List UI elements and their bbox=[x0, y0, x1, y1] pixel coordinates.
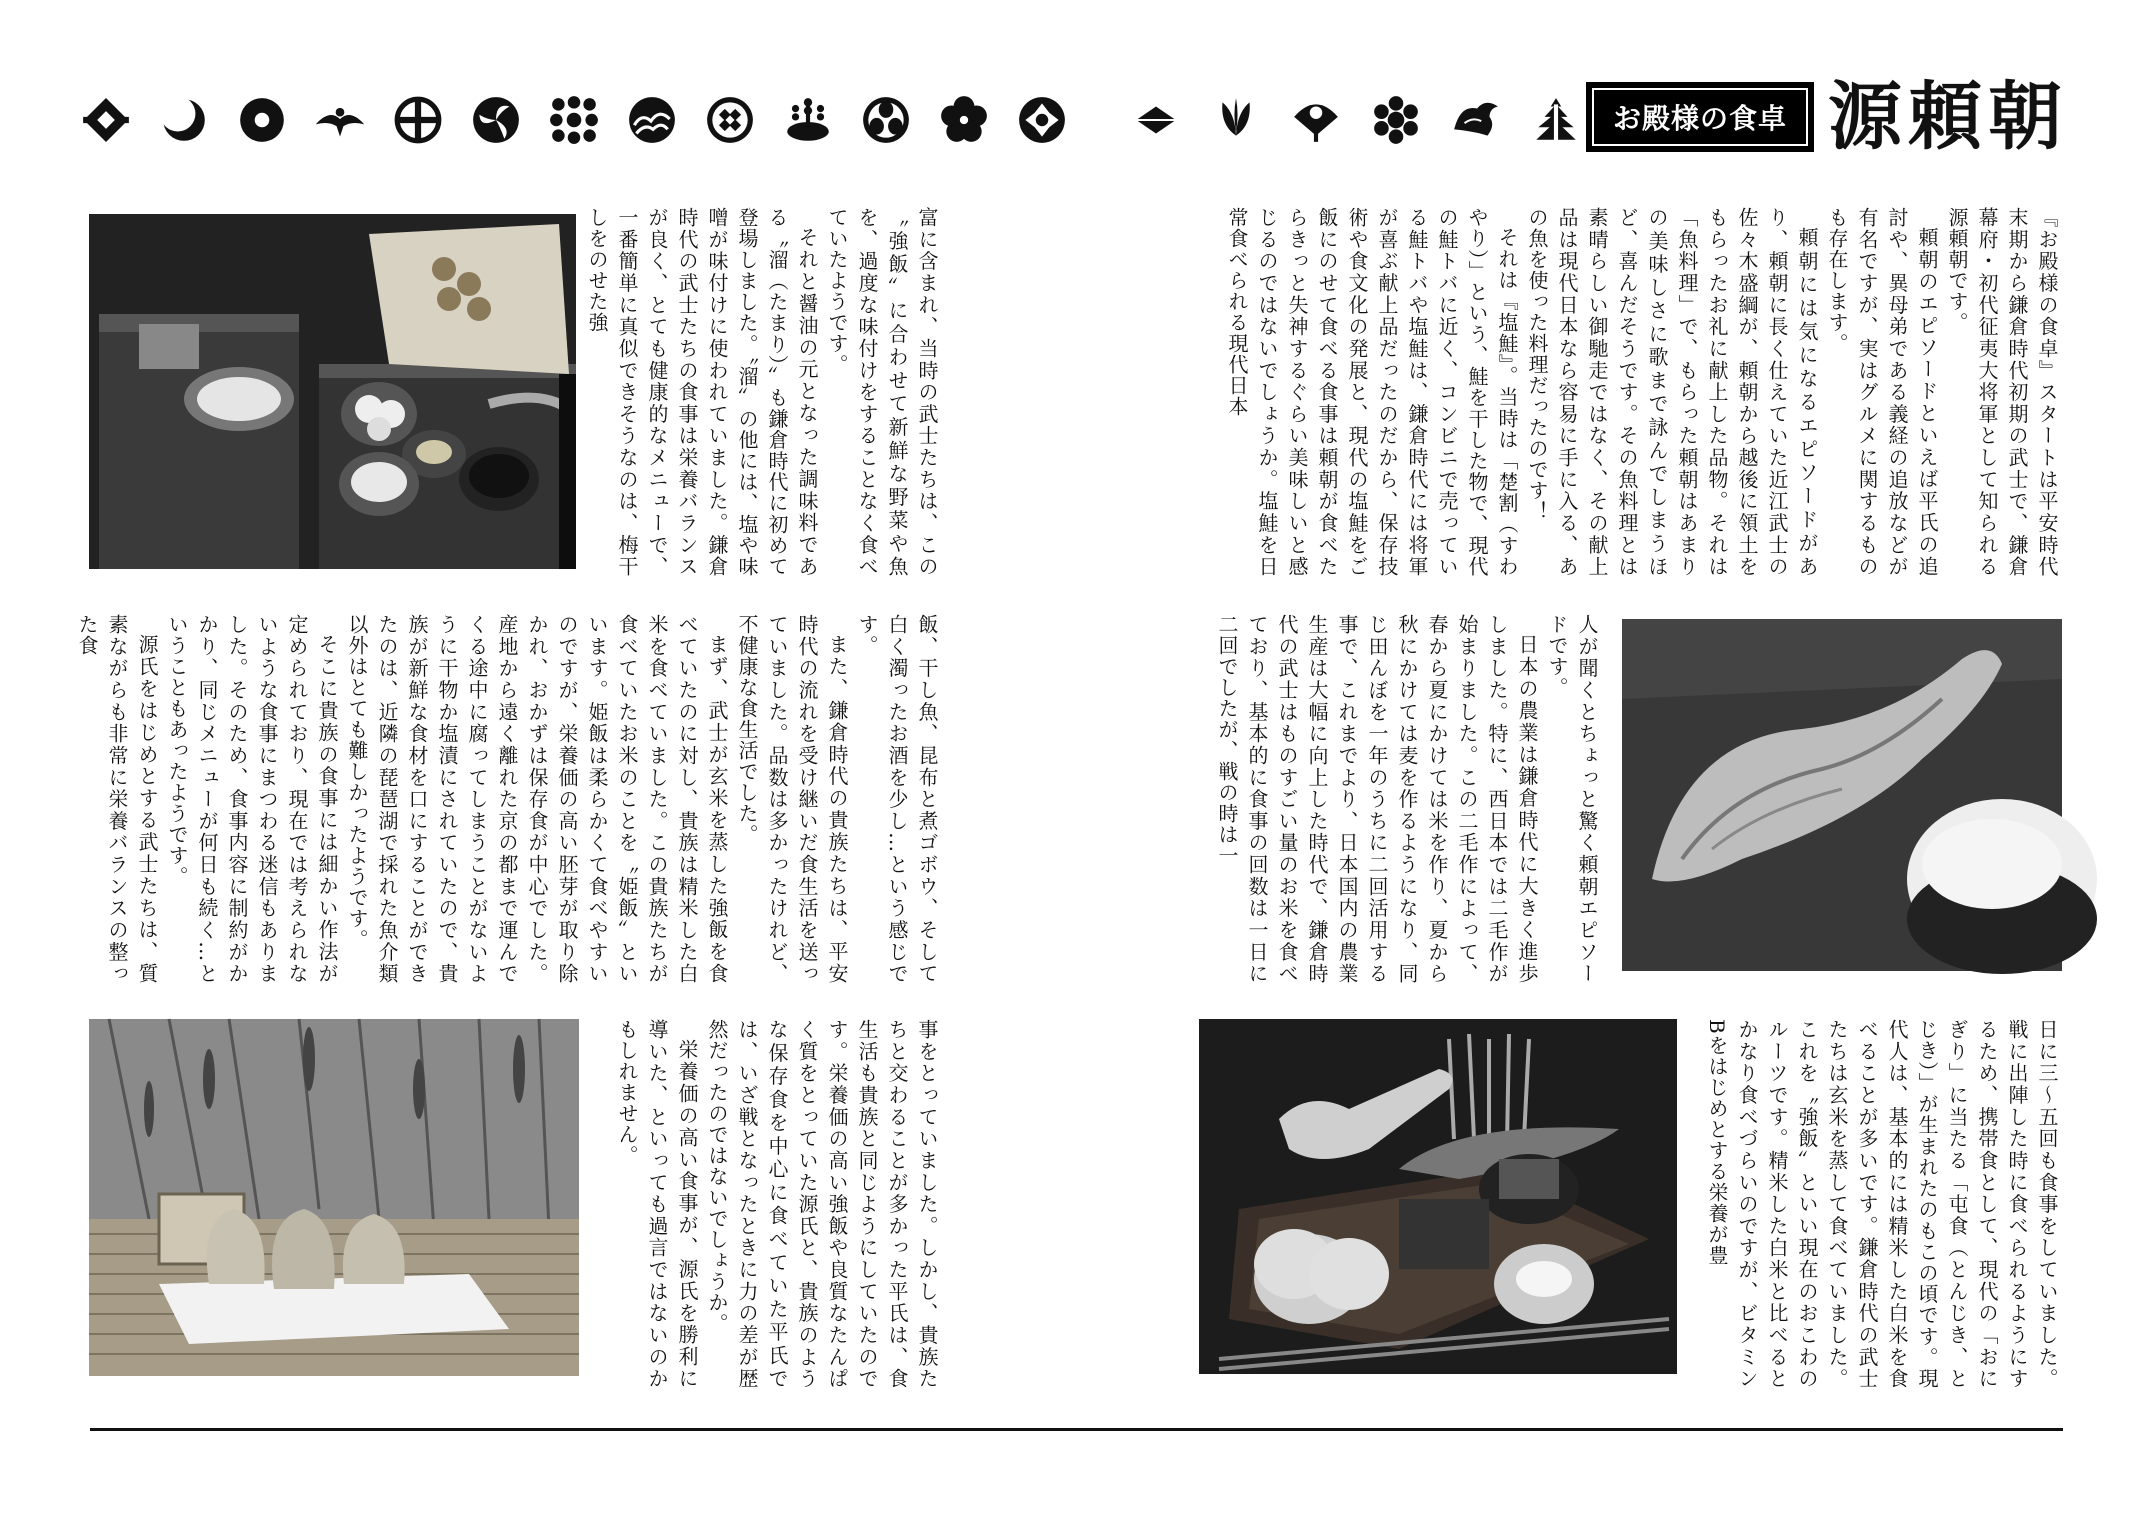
diamond-crest-icon bbox=[1130, 94, 1182, 146]
paragraph: それと醤油の元となった調味料である〝溜（たまり）〟も鎌倉時代に初めて登場しました。〝溜〟の他には、塩や味噌が味付けに使われていました。鎌倉時代の武士たちの食事は栄養バランスが良く、とても健康的なメニューで、一番簡単に真似できそうなのは、梅干しをのせた強 bbox=[585, 207, 819, 577]
bamboo-sparrow-icon bbox=[1530, 94, 1582, 146]
paragraph: それは『塩鮭』。当時は「楚割（すわやり）」という、鮭を干した物で、現代の鮭トバに近く、コンビニで売っている鮭トバや塩鮭は、鎌倉時代には将軍が喜ぶ献上品だったのだから、保存技術や食文化の発展と、現代の塩鮭をご飯にのせて食べる食事は頼朝が食べたらきっと失神するぐらい美味しいと感じるのではないでしょうか。塩鮭を日常食べられる現代日本 bbox=[1225, 207, 1519, 577]
series-badge bbox=[1586, 82, 1814, 152]
nine-stars-icon bbox=[548, 94, 600, 146]
mitsudomoe-icon bbox=[470, 94, 522, 146]
paragraph: 事をとっていました。しかし、貴族たちと交わることが多かった平氏は、食生活も貴族と同じようにしていたのです。栄養価の高い強飯や良質なたんぱく質をとっていた源氏と、貴族のような保存食を中心に食べていた平氏では、いざ戦となったときに力の差が歴然だったのではないでしょうか。 bbox=[705, 1019, 939, 1389]
photo-rice-balls bbox=[89, 1019, 579, 1376]
left-crest-row bbox=[80, 90, 1068, 150]
photo-grilled-salmon bbox=[1622, 619, 2062, 971]
triple-hollyhock-icon bbox=[860, 94, 912, 146]
paragraph: 富に含まれ、当時の武士たちは、この〝強飯〟に合わせて新鮮な野菜や魚を、過度な味付けをすることなく食べていたようです。 bbox=[825, 207, 939, 577]
left-text-block-2 bbox=[75, 614, 942, 984]
page-title: 源頼朝 bbox=[1828, 74, 2068, 160]
crescent-moon-icon bbox=[158, 94, 210, 146]
paragraph: また、鎌倉時代の貴族たちは、平安時代の流れを受け継いだ食生活を送っていました。品数は多かったけれど、不健康な食生活でした。 bbox=[735, 614, 849, 984]
right-text-block-3 bbox=[1705, 1019, 2062, 1389]
takeda-diamond-icon bbox=[704, 94, 756, 146]
ring-circle-icon bbox=[236, 94, 288, 146]
wave-crest-icon bbox=[626, 94, 678, 146]
photo-warrior-meal bbox=[1199, 1019, 1677, 1374]
left-text-block-3 bbox=[612, 1019, 942, 1389]
right-text-block-1 bbox=[1190, 207, 2062, 577]
paragraph: 頼朝のエピソードといえば平氏の追討や、異母弟である義経の追放などが有名ですが、実はグルメに関するものも存在します。 bbox=[1825, 207, 1939, 577]
paragraph: そこに貴族の食事には細かい作法が定められており、現在では考えられないような食事にまつわる迷信もありました。そのため、食事内容に制約がかかり、同じメニューが何日も続く…ということもあったようです。 bbox=[165, 614, 339, 984]
kikkou-crest-icon bbox=[80, 94, 132, 146]
series-badge-label: お殿様の食卓 bbox=[1592, 88, 1808, 146]
cross-circle-icon bbox=[392, 94, 444, 146]
bottom-rule bbox=[90, 1428, 2063, 1431]
seven-star-icon bbox=[1370, 94, 1422, 146]
right-crest-row bbox=[1130, 90, 1582, 150]
crane-crest-icon bbox=[314, 94, 366, 146]
bellflower-icon bbox=[938, 94, 990, 146]
paragraph: 栄養価の高い食事が、源氏を勝利に導いた、といっても過言ではないのかもしれません。 bbox=[615, 1019, 699, 1389]
fan-crest-icon bbox=[1290, 94, 1342, 146]
oak-leaf-icon bbox=[1210, 94, 1262, 146]
paragraph: 日本の農業は鎌倉時代に大きく進歩しました。特に、西日本では二毛作が始まりました。この二毛作によって、春から夏にかけては米を作り、夏から秋にかけては麦を作るようになり、同じ田んぼを一年のうちに二回活用する事で、これまでより、日本国内の農業生産は大幅に向上した時代で、鎌倉時代の武士はものすごい量のお米を食べており、基本的に食事の回数は一日に二回でしたが、戦の時は一 bbox=[1215, 614, 1539, 984]
crane-wing-icon bbox=[1450, 94, 1502, 146]
paragraph: まず、武士が玄米を蒸した強飯を食べていたのに対し、貴族は精米した白米を食べていました。この貴族たちが食べていたお米のことを〝姫飯〟といいます。姫飯は柔らかくて食べやすいのですが、栄養価の高い胚芽が取り除かれ、おかずは保存食が中心でした。産地から遠く離れた京の都まで運んでくる途中に腐ってしまうことがないように干物か塩漬にされていたので、貴族が新鮮な食材を口にすることができたのは、近隣の琵琶湖で採れた魚介類以外はとても難しかったようです。 bbox=[345, 614, 729, 984]
mokko-crest-icon bbox=[1016, 94, 1068, 146]
right-text-block-2 bbox=[1190, 614, 1602, 984]
paragraph: 『お殿様の食卓』スタートは平安時代末期から鎌倉時代初期の武士で、鎌倉幕府・初代征夷大将軍として知られる源頼朝です。 bbox=[1945, 207, 2059, 577]
paragraph: 人が聞くとちょっと驚く頼朝エピソードです。 bbox=[1545, 614, 1599, 984]
paulownia-icon bbox=[782, 94, 834, 146]
paragraph: 日に三〜五回も食事をしていました。戦に出陣した時に食べられるようにするため、携帯食として、現代の「おにぎり」に当たる「屯食（とんじき、とじき）」が生まれたのもこの頃です。現代人は、基本的には精米した白米を食べることが多いです。鎌倉時代の武士たちは玄米を蒸して食べていました。これを〝強飯〟といい現在のおこわのルーツです。精米した白米と比べるとかなり食べづらいのですが、ビタミンBをはじめとする栄養が豊 bbox=[1705, 1019, 2059, 1389]
left-text-block-1 bbox=[585, 207, 942, 577]
paragraph: 源氏をはじめとする武士たちは、質素ながらも非常に栄養バランスの整った食 bbox=[75, 614, 159, 984]
paragraph: 飯、干し魚、昆布と煮ゴボウ、そして白く濁ったお酒を少し…という感じです。 bbox=[855, 614, 939, 984]
paragraph: 頼朝には気になるエピソードがあり、頼朝に長く仕えていた近江武士の佐々木盛綱が、頼朝から越後に領土をもらったお礼に献上した品物。それは「魚料理」で、もらった頼朝はあまりの美味しさに歌まで詠んでしまうほど、喜んだそうです。その魚料理とは素晴らしい御馳走ではなく、その献上品は現代日本なら容易に手に入る、あの魚を使った料理だったのです！ bbox=[1525, 207, 1819, 577]
photo-meal-tray bbox=[89, 214, 576, 569]
